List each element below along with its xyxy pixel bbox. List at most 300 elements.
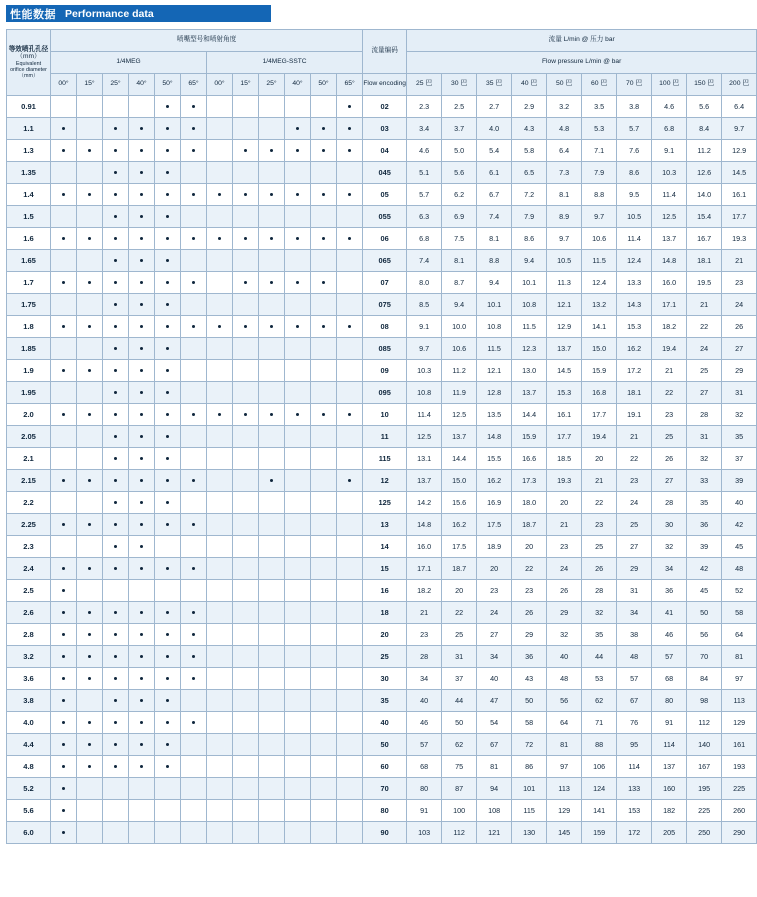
mark-sstc-2 (259, 712, 285, 734)
mark-meg-5 (181, 800, 207, 822)
mark-sstc-5 (337, 382, 363, 404)
dot-icon (140, 611, 143, 614)
mark-meg-4 (155, 756, 181, 778)
table-row (7, 250, 757, 272)
mark-sstc-5 (337, 690, 363, 712)
mark-meg-1 (77, 756, 103, 778)
mark-meg-2 (103, 184, 129, 206)
mark-sstc-3 (285, 734, 311, 756)
mark-meg-4 (155, 646, 181, 668)
mark-sstc-5 (337, 514, 363, 536)
mark-meg-1 (77, 624, 103, 646)
row-flow-value-3: 17.3 (512, 470, 547, 492)
row-flow-value-0: 12.5 (407, 426, 442, 448)
mark-sstc-1 (233, 778, 259, 800)
mark-meg-2 (103, 250, 129, 272)
mark-meg-4 (155, 514, 181, 536)
dot-icon (166, 325, 169, 328)
dot-icon (114, 237, 117, 240)
row-flow-value-4: 81 (547, 734, 582, 756)
mark-sstc-5 (337, 250, 363, 272)
dot-icon (140, 633, 143, 636)
dot-icon (140, 149, 143, 152)
dot-icon (114, 413, 117, 416)
mark-sstc-1 (233, 228, 259, 250)
mark-meg-1 (77, 470, 103, 492)
row-flow-value-5: 16.8 (582, 382, 617, 404)
row-flow-code: 075 (363, 294, 407, 316)
dot-icon (218, 325, 221, 328)
row-flow-value-4: 48 (547, 668, 582, 690)
row-flow-value-8: 250 (687, 822, 722, 844)
mark-meg-2 (103, 448, 129, 470)
dot-icon (88, 281, 91, 284)
row-flow-value-1: 75 (442, 756, 477, 778)
dot-icon (166, 743, 169, 746)
table-row (7, 536, 757, 558)
mark-sstc-3 (285, 184, 311, 206)
row-flow-value-9: 23 (722, 272, 757, 294)
dot-icon (140, 523, 143, 526)
mark-meg-0 (51, 514, 77, 536)
dot-icon (140, 413, 143, 416)
dot-icon (114, 611, 117, 614)
row-flow-value-3: 130 (512, 822, 547, 844)
mark-meg-5 (181, 470, 207, 492)
mark-meg-2 (103, 624, 129, 646)
header-angle-sstc-2: 25° (259, 74, 285, 96)
mark-meg-2 (103, 602, 129, 624)
mark-meg-5 (181, 404, 207, 426)
row-flow-value-6: 22 (617, 448, 652, 470)
row-flow-value-0: 5.1 (407, 162, 442, 184)
mark-meg-5 (181, 822, 207, 844)
mark-sstc-4 (311, 140, 337, 162)
row-flow-value-0: 14.8 (407, 514, 442, 536)
mark-meg-0 (51, 184, 77, 206)
mark-sstc-5 (337, 272, 363, 294)
mark-sstc-3 (285, 668, 311, 690)
table-row (7, 228, 757, 250)
dot-icon (166, 457, 169, 460)
row-orifice-diameter: 2.2 (7, 492, 51, 514)
mark-sstc-3 (285, 96, 311, 118)
mark-meg-3 (129, 118, 155, 140)
row-flow-value-7: 137 (652, 756, 687, 778)
row-flow-value-7: 32 (652, 536, 687, 558)
mark-sstc-5 (337, 756, 363, 778)
row-flow-value-7: 12.5 (652, 206, 687, 228)
mark-meg-2 (103, 536, 129, 558)
row-flow-value-6: 133 (617, 778, 652, 800)
mark-sstc-4 (311, 558, 337, 580)
mark-sstc-0 (207, 756, 233, 778)
mark-sstc-3 (285, 316, 311, 338)
row-flow-value-9: 48 (722, 558, 757, 580)
dot-icon (348, 127, 351, 130)
mark-sstc-5 (337, 668, 363, 690)
row-flow-value-4: 32 (547, 624, 582, 646)
row-flow-value-2: 18.9 (477, 536, 512, 558)
header-pressure-9: 200 巴 (722, 74, 757, 96)
row-flow-code: 115 (363, 448, 407, 470)
header-equiv-unit-cn: （mm） (16, 53, 41, 61)
mark-meg-4 (155, 316, 181, 338)
table-row (7, 470, 757, 492)
dot-icon (296, 237, 299, 240)
dot-icon (192, 567, 195, 570)
header-angle-sstc-5: 65° (337, 74, 363, 96)
dot-icon (62, 479, 65, 482)
row-flow-value-6: 13.3 (617, 272, 652, 294)
header-row-3 (7, 74, 757, 96)
row-flow-value-6: 10.5 (617, 206, 652, 228)
row-flow-value-7: 16.0 (652, 272, 687, 294)
mark-meg-3 (129, 404, 155, 426)
mark-sstc-2 (259, 404, 285, 426)
dot-icon (348, 149, 351, 152)
mark-meg-1 (77, 668, 103, 690)
mark-meg-5 (181, 734, 207, 756)
dot-icon (114, 655, 117, 658)
row-flow-value-5: 23 (582, 514, 617, 536)
dot-icon (244, 413, 247, 416)
mark-sstc-1 (233, 602, 259, 624)
mark-meg-0 (51, 646, 77, 668)
table-row (7, 162, 757, 184)
dot-icon (192, 105, 195, 108)
mark-meg-1 (77, 250, 103, 272)
mark-meg-3 (129, 602, 155, 624)
row-flow-value-7: 17.1 (652, 294, 687, 316)
mark-meg-0 (51, 118, 77, 140)
dot-icon (270, 479, 273, 482)
row-flow-value-8: 12.6 (687, 162, 722, 184)
table-row (7, 822, 757, 844)
header-subgroup-meg: 1/4MEG (51, 52, 207, 74)
mark-meg-1 (77, 514, 103, 536)
mark-sstc-4 (311, 448, 337, 470)
dot-icon (114, 127, 117, 130)
row-orifice-diameter: 2.6 (7, 602, 51, 624)
mark-meg-1 (77, 228, 103, 250)
mark-sstc-2 (259, 228, 285, 250)
row-flow-value-4: 15.3 (547, 382, 582, 404)
mark-meg-0 (51, 162, 77, 184)
mark-meg-0 (51, 492, 77, 514)
mark-meg-5 (181, 162, 207, 184)
row-flow-value-2: 10.1 (477, 294, 512, 316)
mark-sstc-4 (311, 228, 337, 250)
dot-icon (218, 193, 221, 196)
mark-meg-2 (103, 272, 129, 294)
dot-icon (62, 193, 65, 196)
dot-icon (114, 303, 117, 306)
row-flow-code: 35 (363, 690, 407, 712)
row-flow-value-0: 6.3 (407, 206, 442, 228)
dot-icon (88, 677, 91, 680)
row-flow-value-6: 16.2 (617, 338, 652, 360)
mark-meg-1 (77, 602, 103, 624)
row-flow-value-2: 94 (477, 778, 512, 800)
mark-meg-1 (77, 118, 103, 140)
row-flow-value-1: 100 (442, 800, 477, 822)
row-orifice-diameter: 1.5 (7, 206, 51, 228)
header-equivalent-orifice (7, 30, 51, 96)
header-angle-meg-4: 50° (155, 74, 181, 96)
mark-sstc-0 (207, 140, 233, 162)
row-flow-value-6: 21 (617, 426, 652, 448)
row-flow-value-3: 50 (512, 690, 547, 712)
row-flow-value-1: 22 (442, 602, 477, 624)
dot-icon (166, 369, 169, 372)
row-flow-value-3: 20 (512, 536, 547, 558)
dot-icon (192, 655, 195, 658)
mark-sstc-3 (285, 162, 311, 184)
mark-sstc-0 (207, 624, 233, 646)
table-row (7, 624, 757, 646)
row-flow-value-9: 129 (722, 712, 757, 734)
mark-meg-1 (77, 294, 103, 316)
row-flow-value-6: 3.8 (617, 96, 652, 118)
mark-sstc-4 (311, 778, 337, 800)
mark-sstc-1 (233, 140, 259, 162)
row-flow-value-1: 8.1 (442, 250, 477, 272)
dot-icon (166, 699, 169, 702)
row-flow-value-4: 113 (547, 778, 582, 800)
mark-sstc-1 (233, 382, 259, 404)
mark-sstc-3 (285, 580, 311, 602)
mark-sstc-2 (259, 492, 285, 514)
mark-meg-5 (181, 756, 207, 778)
mark-sstc-3 (285, 492, 311, 514)
dot-icon (140, 743, 143, 746)
mark-sstc-4 (311, 250, 337, 272)
mark-meg-3 (129, 470, 155, 492)
mark-sstc-0 (207, 272, 233, 294)
row-flow-value-3: 36 (512, 646, 547, 668)
mark-sstc-0 (207, 602, 233, 624)
dot-icon (270, 237, 273, 240)
mark-meg-2 (103, 140, 129, 162)
mark-meg-1 (77, 206, 103, 228)
mark-sstc-1 (233, 580, 259, 602)
row-flow-value-4: 7.3 (547, 162, 582, 184)
mark-meg-4 (155, 184, 181, 206)
mark-meg-3 (129, 162, 155, 184)
dot-icon (322, 193, 325, 196)
mark-sstc-3 (285, 294, 311, 316)
dot-icon (218, 237, 221, 240)
row-flow-value-0: 17.1 (407, 558, 442, 580)
row-flow-value-1: 2.5 (442, 96, 477, 118)
mark-meg-1 (77, 360, 103, 382)
mark-meg-3 (129, 668, 155, 690)
mark-sstc-0 (207, 646, 233, 668)
mark-sstc-3 (285, 624, 311, 646)
dot-icon (166, 259, 169, 262)
row-flow-value-8: 56 (687, 624, 722, 646)
mark-meg-3 (129, 448, 155, 470)
mark-meg-3 (129, 558, 155, 580)
row-flow-value-8: 25 (687, 360, 722, 382)
row-flow-value-4: 56 (547, 690, 582, 712)
mark-meg-4 (155, 162, 181, 184)
mark-sstc-5 (337, 624, 363, 646)
row-flow-value-2: 121 (477, 822, 512, 844)
row-flow-code: 045 (363, 162, 407, 184)
dot-icon (140, 721, 143, 724)
row-flow-code: 085 (363, 338, 407, 360)
mark-meg-1 (77, 646, 103, 668)
row-flow-value-8: 21 (687, 294, 722, 316)
dot-icon (88, 479, 91, 482)
row-flow-code: 095 (363, 382, 407, 404)
row-flow-value-4: 145 (547, 822, 582, 844)
mark-sstc-5 (337, 426, 363, 448)
row-flow-value-8: 28 (687, 404, 722, 426)
mark-meg-5 (181, 646, 207, 668)
dot-icon (166, 435, 169, 438)
row-flow-code: 04 (363, 140, 407, 162)
row-orifice-diameter: 4.4 (7, 734, 51, 756)
table-row (7, 558, 757, 580)
row-flow-value-6: 7.6 (617, 140, 652, 162)
row-flow-value-0: 14.2 (407, 492, 442, 514)
row-flow-value-7: 22 (652, 382, 687, 404)
row-flow-value-0: 91 (407, 800, 442, 822)
mark-sstc-2 (259, 360, 285, 382)
row-flow-value-4: 8.9 (547, 206, 582, 228)
mark-meg-3 (129, 492, 155, 514)
mark-sstc-5 (337, 316, 363, 338)
row-flow-value-1: 11.2 (442, 360, 477, 382)
row-flow-value-2: 4.0 (477, 118, 512, 140)
row-flow-code: 09 (363, 360, 407, 382)
dot-icon (114, 699, 117, 702)
table-body (7, 96, 757, 844)
dot-icon (192, 281, 195, 284)
row-flow-value-3: 5.8 (512, 140, 547, 162)
dot-icon (140, 281, 143, 284)
row-flow-value-6: 27 (617, 536, 652, 558)
mark-meg-4 (155, 448, 181, 470)
row-orifice-diameter: 1.3 (7, 140, 51, 162)
mark-sstc-1 (233, 712, 259, 734)
row-flow-value-9: 26 (722, 316, 757, 338)
dot-icon (296, 281, 299, 284)
mark-meg-0 (51, 690, 77, 712)
row-flow-value-6: 48 (617, 646, 652, 668)
dot-icon (140, 303, 143, 306)
mark-meg-0 (51, 668, 77, 690)
mark-meg-0 (51, 360, 77, 382)
row-flow-value-5: 32 (582, 602, 617, 624)
mark-sstc-1 (233, 360, 259, 382)
mark-sstc-2 (259, 778, 285, 800)
dot-icon (166, 193, 169, 196)
row-flow-value-6: 172 (617, 822, 652, 844)
mark-meg-4 (155, 96, 181, 118)
mark-sstc-5 (337, 536, 363, 558)
row-flow-code: 06 (363, 228, 407, 250)
mark-meg-3 (129, 360, 155, 382)
mark-meg-3 (129, 778, 155, 800)
row-flow-code: 60 (363, 756, 407, 778)
row-flow-value-5: 159 (582, 822, 617, 844)
row-flow-value-7: 28 (652, 492, 687, 514)
dot-icon (296, 127, 299, 130)
row-flow-value-8: 112 (687, 712, 722, 734)
header-pressure-7: 100 巴 (652, 74, 687, 96)
mark-meg-0 (51, 316, 77, 338)
row-flow-value-1: 112 (442, 822, 477, 844)
dot-icon (270, 281, 273, 284)
mark-sstc-0 (207, 184, 233, 206)
dot-icon (62, 787, 65, 790)
row-flow-value-0: 80 (407, 778, 442, 800)
dot-icon (296, 413, 299, 416)
row-flow-value-7: 19.4 (652, 338, 687, 360)
row-flow-code: 11 (363, 426, 407, 448)
mark-meg-2 (103, 228, 129, 250)
dot-icon (166, 765, 169, 768)
mark-sstc-5 (337, 118, 363, 140)
dot-icon (140, 567, 143, 570)
row-flow-code: 80 (363, 800, 407, 822)
dot-icon (62, 413, 65, 416)
mark-sstc-0 (207, 316, 233, 338)
row-flow-value-7: 36 (652, 580, 687, 602)
header-equiv-cn: 等效喷孔孔径 (8, 45, 49, 53)
dot-icon (166, 721, 169, 724)
row-flow-value-9: 113 (722, 690, 757, 712)
row-flow-value-3: 72 (512, 734, 547, 756)
mark-sstc-0 (207, 822, 233, 844)
mark-meg-3 (129, 316, 155, 338)
dot-icon (166, 347, 169, 350)
row-flow-value-0: 11.4 (407, 404, 442, 426)
mark-sstc-3 (285, 536, 311, 558)
row-flow-value-0: 40 (407, 690, 442, 712)
row-orifice-diameter: 2.05 (7, 426, 51, 448)
mark-sstc-2 (259, 646, 285, 668)
dot-icon (166, 149, 169, 152)
header-subgroup-meg-sstc: 1/4MEG-SSTC (207, 52, 363, 74)
row-flow-value-6: 17.2 (617, 360, 652, 382)
row-flow-value-0: 6.8 (407, 228, 442, 250)
header-pressure-4: 50 巴 (547, 74, 582, 96)
header-angle-sstc-1: 15° (233, 74, 259, 96)
mark-meg-0 (51, 580, 77, 602)
dot-icon (62, 369, 65, 372)
mark-sstc-1 (233, 536, 259, 558)
row-flow-value-0: 9.7 (407, 338, 442, 360)
mark-sstc-0 (207, 580, 233, 602)
mark-meg-4 (155, 250, 181, 272)
row-flow-value-9: 225 (722, 778, 757, 800)
row-flow-code: 02 (363, 96, 407, 118)
header-flow-encoding-en: Flow encoding (363, 74, 407, 96)
dot-icon (192, 677, 195, 680)
row-orifice-diameter: 1.75 (7, 294, 51, 316)
dot-icon (88, 655, 91, 658)
row-flow-code: 16 (363, 580, 407, 602)
mark-sstc-5 (337, 734, 363, 756)
performance-data-table (6, 29, 757, 844)
row-flow-value-2: 108 (477, 800, 512, 822)
row-flow-value-8: 98 (687, 690, 722, 712)
